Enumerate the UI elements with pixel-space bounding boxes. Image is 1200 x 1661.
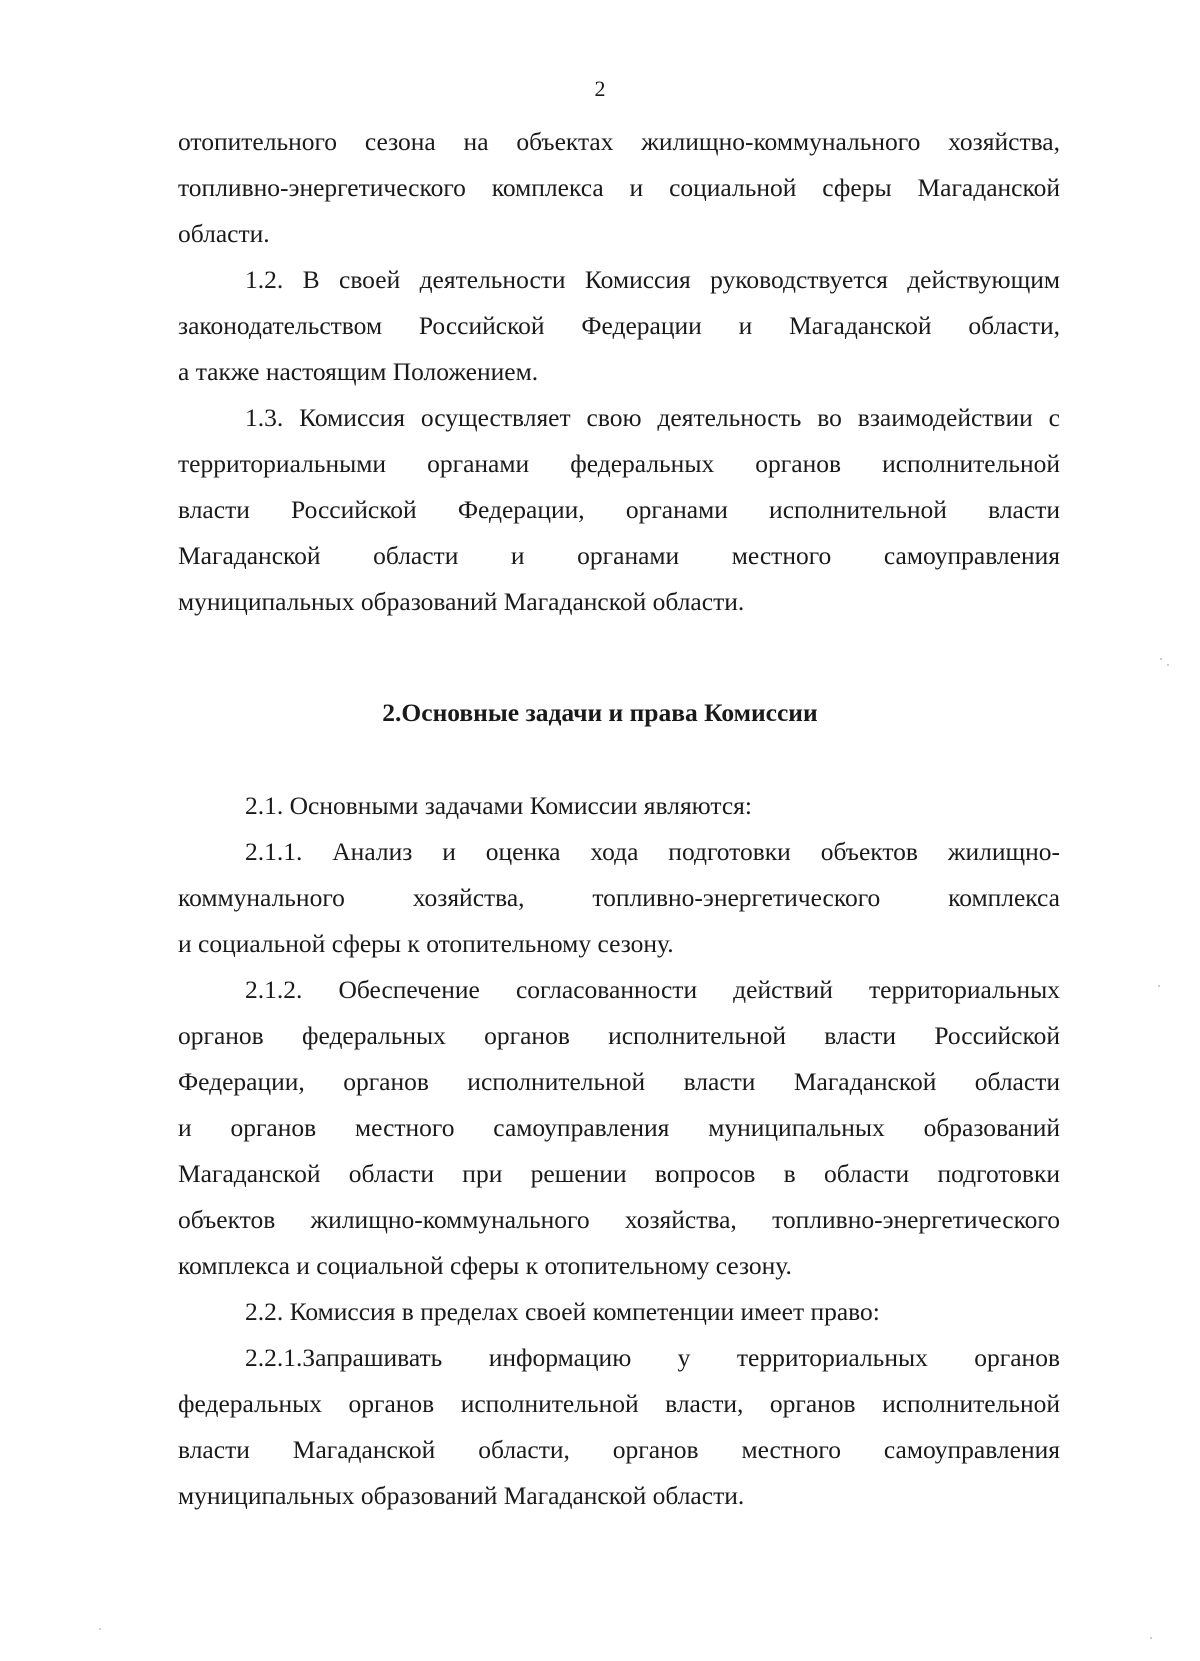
paragraph-2-2-1-start: 2.2.1.Запрашивать информацию у территориальных органов: [245, 1343, 1060, 1372]
text-line: федеральных органов исполнительной власти, органов исполнительной: [178, 1389, 1060, 1418]
text-line: и социальной сферы к отопительному сезону.: [178, 929, 674, 958]
paragraph-1-3-start: 1.3. Комиссия осуществляет свою деятельность во взаимодействии с: [245, 403, 1060, 432]
text-line: территориальными органами федеральных органов исполнительной: [178, 449, 1060, 478]
paragraph-2-1: 2.1. Основными задачами Комиссии являются:: [245, 791, 752, 820]
text-line: Магаданской области при решении вопросов в области подготовки: [178, 1159, 1060, 1188]
text-line: Магаданской области и органами местного самоуправления: [178, 541, 1060, 570]
scan-speck: [1150, 1637, 1152, 1639]
text-line: законодательством Российской Федерации и Магаданской области,: [178, 311, 1060, 340]
text-line: топливно-энергетического комплекса и социальной сферы Магаданской: [178, 173, 1060, 202]
text-line: а также настоящим Положением.: [178, 357, 539, 386]
text-line: Федерации, органов исполнительной власти Магаданской области: [178, 1067, 1060, 1096]
section-2-body: [178, 783, 1060, 1519]
section-1-body: [178, 119, 1060, 625]
text-line: муниципальных образований Магаданской области.: [178, 587, 745, 616]
text-line: отопительного сезона на объектах жилищно-коммунального хозяйства,: [178, 127, 1060, 156]
paragraph-2-2: 2.2. Комиссия в пределах своей компетенции имеет право:: [245, 1297, 880, 1326]
text-line: коммунального хозяйства, топливно-энергетического комплекса: [178, 883, 1060, 912]
scan-speck: [1167, 664, 1169, 666]
section-2-heading: 2.Основные задачи и права Комиссии: [382, 698, 818, 727]
text-line: власти Магаданской области, органов местного самоуправления: [178, 1435, 1060, 1464]
text-line: муниципальных образований Магаданской области.: [178, 1481, 745, 1510]
text-line: власти Российской Федерации, органами исполнительной власти: [178, 495, 1060, 524]
text-line: органов федеральных органов исполнительной власти Российской: [178, 1021, 1060, 1050]
text-line: и органов местного самоуправления муниципальных образований: [178, 1113, 1060, 1142]
scan-speck: [99, 1628, 101, 1630]
paragraph-1-2-start: 1.2. В своей деятельности Комиссия руководствуется действующим: [245, 265, 1060, 294]
scan-speck: [1160, 658, 1162, 660]
paragraph-2-1-2-start: 2.1.2. Обеспечение согласованности действий территориальных: [245, 975, 1060, 1004]
page-number: 2: [594, 76, 606, 101]
text-line: комплекса и социальной сферы к отопительному сезону.: [178, 1251, 792, 1280]
text-line: объектов жилищно-коммунального хозяйства, топливно-энергетического: [178, 1205, 1060, 1234]
text-line: области.: [178, 219, 270, 248]
paragraph-2-1-1-start: 2.1.1. Анализ и оценка хода подготовки объектов жилищно-: [245, 837, 1060, 866]
scan-speck: [1158, 985, 1160, 987]
